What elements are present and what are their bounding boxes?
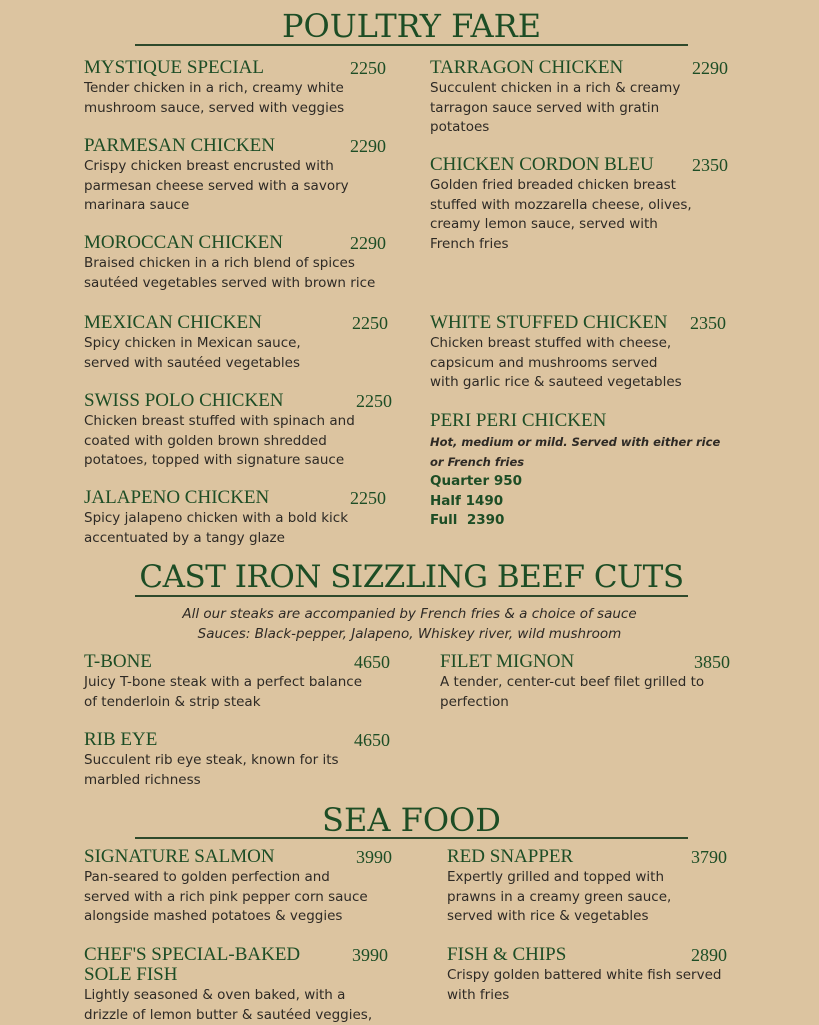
- menu-item-parmesan-chicken: [84, 135, 386, 216]
- item-price: 4650: [354, 730, 390, 750]
- item-note: Hot, medium or mild. Served with either rice or French fries: [430, 435, 721, 469]
- item-price: 3990: [356, 847, 392, 867]
- item-price: 3990: [352, 945, 388, 965]
- menu-item-red-snapper: [447, 846, 727, 927]
- item-name: CHICKEN CORDON BLEU: [430, 154, 654, 175]
- price-quarter: Quarter 950: [430, 473, 523, 489]
- beef-note: All our steaks are accompanied by French fries & a choice of sauce: [182, 606, 637, 622]
- item-price: 2290: [692, 58, 728, 78]
- item-name: MEXICAN CHICKEN: [84, 312, 262, 333]
- item-name: SIGNATURE SALMON: [84, 846, 275, 867]
- menu-item-t-bone: [84, 651, 390, 712]
- item-price: 2350: [692, 155, 728, 175]
- item-price: 2250: [352, 313, 388, 333]
- item-name: WHITE STUFFED CHICKEN: [430, 312, 668, 333]
- menu-item-filet-mignon: [440, 651, 730, 712]
- menu-item-fish-and-chips: [447, 944, 727, 1005]
- item-price-options: [430, 472, 720, 531]
- item-description: Chicken breast stuffed with cheese, capsicum and mushrooms served with garlic rice & sauteed vegetables: [430, 335, 682, 391]
- menu-item-rib-eye: [84, 729, 390, 790]
- item-price: 2250: [350, 488, 386, 508]
- menu-item-moroccan-chicken: [84, 232, 386, 293]
- section-title-beef: CAST IRON SIZZLING BEEF CUTS: [135, 562, 688, 597]
- item-name: T-BONE: [84, 651, 152, 672]
- item-price: 2350: [690, 313, 726, 333]
- item-name-line2: SOLE FISH: [84, 964, 178, 985]
- item-description: Juicy T-bone steak with a perfect balance of tenderloin & strip steak: [84, 674, 363, 710]
- item-description: Spicy chicken in Mexican sauce, served with sautéed vegetables: [84, 335, 301, 371]
- section-title-seafood: SEA FOOD: [135, 804, 688, 839]
- item-description: Spicy jalapeno chicken with a bold kick accentuated by a tangy glaze: [84, 510, 349, 546]
- item-description: Crispy chicken breast encrusted with parmesan cheese served with a savory marinara sauce: [84, 158, 349, 214]
- menu-item-peri-peri-chicken: [430, 411, 720, 531]
- item-description: A tender, center-cut beef filet grilled to perfection: [440, 674, 705, 710]
- item-description: Tender chicken in a rich, creamy white mushroom sauce, served with veggies: [84, 80, 345, 116]
- item-name: RED SNAPPER: [447, 846, 574, 867]
- item-name: SWISS POLO CHICKEN: [84, 390, 284, 411]
- menu-item-white-stuffed-chicken: [430, 312, 726, 393]
- item-name: CHEF'S SPECIAL-BAKED: [84, 944, 301, 965]
- item-price: 2890: [691, 945, 727, 965]
- item-description: Pan-seared to golden perfection and served with a rich pink pepper corn sauce alongside mashed potatoes & veggies: [84, 869, 368, 925]
- item-name: FISH & CHIPS: [447, 944, 567, 965]
- item-price: 3790: [691, 847, 727, 867]
- item-description: Lightly seasoned & oven baked, with a drizzle of lemon butter & sautéed veggies,: [84, 987, 373, 1023]
- item-description: Succulent chicken in a rich & creamy tarragon sauce served with gratin potatoes: [430, 80, 681, 136]
- item-name: RIB EYE: [84, 729, 158, 750]
- item-name: PERI PERI CHICKEN: [430, 410, 607, 431]
- section-title-poultry: POULTRY FARE: [135, 10, 688, 46]
- beef-sauces-note: Sauces: Black-pepper, Jalapeno, Whiskey river, wild mushroom: [197, 626, 622, 642]
- item-description: Braised chicken in a rich blend of spices sautéed vegetables served with brown rice: [84, 255, 376, 291]
- item-price: 2290: [350, 233, 386, 253]
- item-name: MYSTIQUE SPECIAL: [84, 57, 264, 78]
- item-description: Expertly grilled and topped with prawns in a creamy green sauce, served with rice & vegetables: [447, 869, 672, 925]
- item-price: 2290: [350, 136, 386, 156]
- item-price: 4650: [354, 652, 390, 672]
- price-half: Half 1490: [430, 492, 504, 509]
- item-price: 3850: [694, 652, 730, 672]
- menu-item-signature-salmon: [84, 846, 392, 927]
- item-name: TARRAGON CHICKEN: [430, 57, 624, 78]
- item-description: Chicken breast stuffed with spinach and coated with golden brown shredded potatoes, topped with signature sauce: [84, 413, 355, 469]
- item-name: JALAPENO CHICKEN: [84, 487, 270, 508]
- menu-item-mystique-special: [84, 57, 386, 118]
- menu-item-swiss-polo-chicken: [84, 390, 392, 471]
- item-name: MOROCCAN CHICKEN: [84, 232, 283, 253]
- item-description: Crispy golden battered white fish served with fries: [447, 967, 722, 1003]
- item-description: Succulent rib eye steak, known for its marbled richness: [84, 752, 339, 788]
- menu-item-chicken-cordon-bleu: [430, 154, 728, 254]
- item-name: PARMESAN CHICKEN: [84, 135, 275, 156]
- menu-item-baked-sole-fish: [84, 944, 388, 1025]
- price-full: Full 2390: [430, 512, 505, 528]
- menu-item-mexican-chicken: [84, 312, 388, 373]
- item-price: 2250: [356, 391, 392, 411]
- item-price: 2250: [350, 58, 386, 78]
- menu-item-tarragon-chicken: [430, 57, 728, 138]
- menu-item-jalapeno-chicken: [84, 487, 386, 548]
- item-description: Golden fried breaded chicken breast stuffed with mozzarella cheese, olives, creamy lemon sauce, served with French fries: [430, 177, 692, 252]
- item-name: FILET MIGNON: [440, 651, 575, 672]
